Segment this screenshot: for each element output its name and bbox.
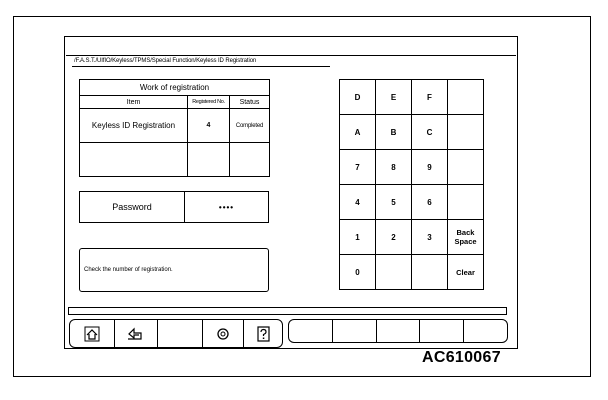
keypad-key-7[interactable]: 7 [339,149,376,185]
message-text: Check the number of registration. [84,267,173,273]
breadcrumb: /F.A.S.T./UIfIO/Keyless/TPMS/Special Function/Keyless ID Registration [74,58,257,64]
function-key-1[interactable] [289,320,333,342]
keypad-key-6[interactable]: 6 [411,184,448,220]
row-status: Completed [230,109,270,143]
title-bar [66,38,516,56]
status-strip [68,307,507,315]
function-key-3[interactable] [377,320,421,342]
keypad-key-e[interactable]: E [375,79,412,115]
keypad-key-9[interactable]: 9 [411,149,448,185]
keypad-key-8[interactable]: 8 [375,149,412,185]
home-icon [84,326,100,342]
keypad-key-blank-0-3 [447,79,484,115]
settings-button[interactable] [203,320,244,347]
help-button[interactable] [244,320,282,347]
help-icon [257,326,270,342]
column-header-registered-no: Registered No. [188,96,230,109]
keypad-key-blank-2-3 [447,149,484,185]
password-field[interactable] [79,191,269,223]
toolbar-right [288,319,508,343]
registration-title: Work of registration [80,80,270,96]
back-arrow-icon [127,327,145,341]
home-button[interactable] [70,320,115,347]
keypad-key-1[interactable]: 1 [339,219,376,255]
back-button[interactable] [115,320,158,347]
registration-table [79,79,270,177]
keypad-key-3[interactable]: 3 [411,219,448,255]
row-item: Keyless ID Registration [80,109,188,143]
keypad-key-b[interactable]: B [375,114,412,150]
table-row [80,109,270,143]
keypad-key-4[interactable]: 4 [339,184,376,220]
function-key-4[interactable] [420,320,464,342]
keypad-key-d[interactable]: D [339,79,376,115]
keypad-key-blank-5-2 [411,254,448,290]
table-row-empty [80,143,270,177]
keypad-key-f[interactable]: F [411,79,448,115]
keypad-key-2[interactable]: 2 [375,219,412,255]
function-key-5[interactable] [464,320,507,342]
gear-icon [216,327,230,341]
keypad-key-5[interactable]: 5 [375,184,412,220]
column-header-item: Item [80,96,188,109]
toolbar-left [69,319,283,348]
password-value[interactable]: •••• [218,202,235,212]
breadcrumb-underline [72,66,330,67]
column-header-status: Status [230,96,270,109]
keypad-key-clear[interactable]: Clear [447,254,484,290]
keypad-key-back-space[interactable]: Back Space [447,219,484,255]
message-box [79,248,269,292]
toolbar-empty-slot[interactable] [158,320,203,347]
keypad-key-c[interactable]: C [411,114,448,150]
password-label: Password [80,192,185,222]
figure-code: AC610067 [422,349,501,366]
row-registered-no: 4 [188,109,230,143]
keypad-key-blank-5-1 [375,254,412,290]
function-key-2[interactable] [333,320,377,342]
keypad-key-blank-1-3 [447,114,484,150]
keypad-key-a[interactable]: A [339,114,376,150]
keypad-key-0[interactable]: 0 [339,254,376,290]
keypad-key-blank-3-3 [447,184,484,220]
